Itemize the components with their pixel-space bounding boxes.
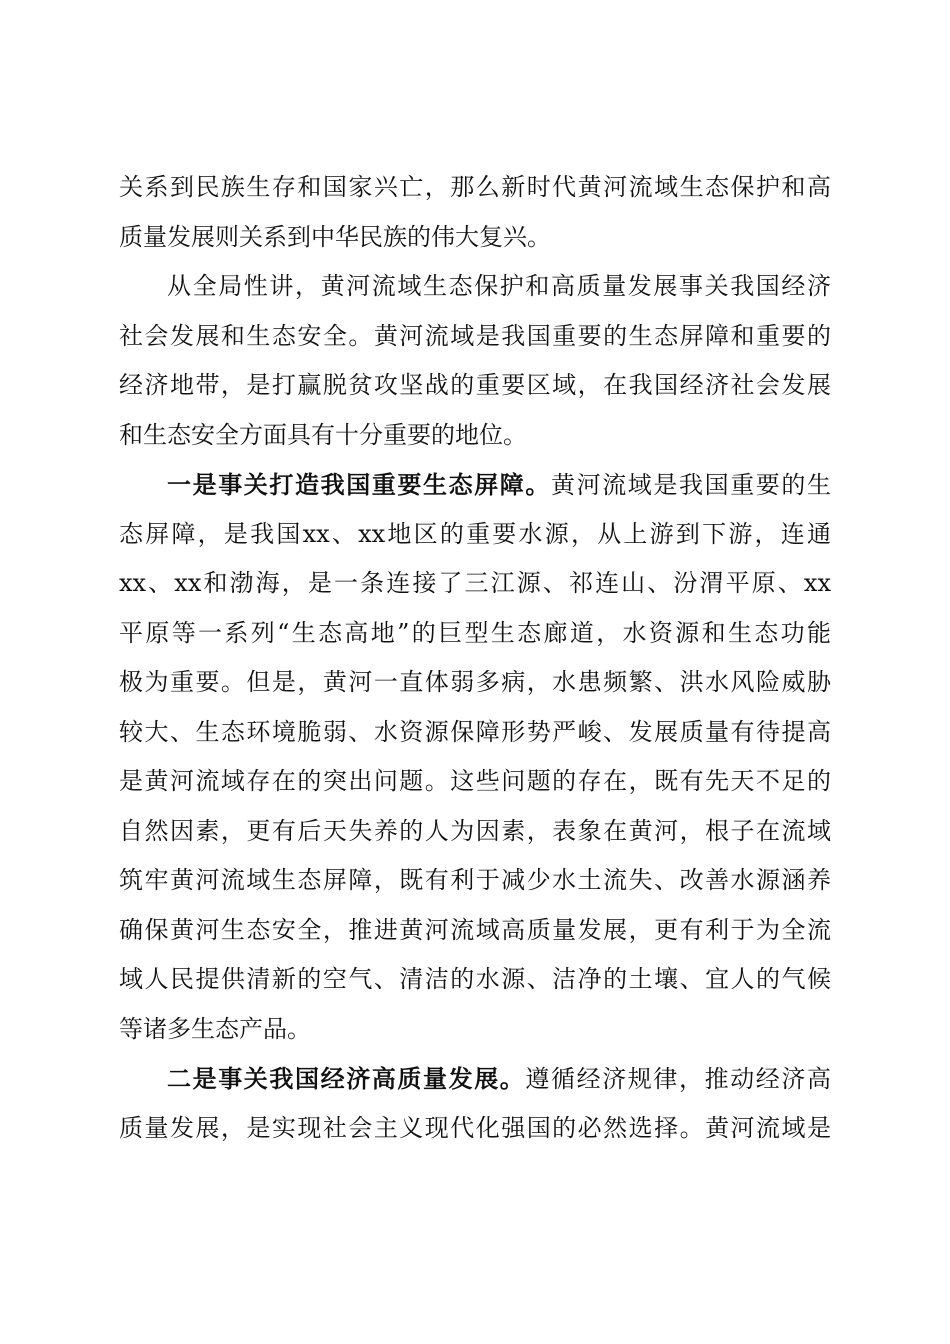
text-line: 经济地带，是打赢脱贫攻坚战的重要区域，在我国经济社会发展 [119,371,831,399]
text-line: 是黄河流域存在的突出问题。这些问题的存在，既有先天不足的 [119,767,831,795]
text-line: 筑牢黄河流域生态屏障，既有利于减少水土流失、改善水源涵养 [119,866,831,894]
text-fragment: 黄河流域是我国重要的生 [551,471,831,499]
text-line: 质量发展，是实现社会主义现代化强国的必然选择。黄河流域是 [119,1113,831,1142]
text-line [119,460,831,510]
text-line: 等诸多生态产品。 [119,1014,311,1043]
text-line: 社会发展和生态安全。黄河流域是我国重要的生态屏障和重要的 [119,321,831,350]
text-line: 关系到民族生存和国家兴亡，那么新时代黄河流域生态保护和高 [119,173,831,201]
paragraph-lead-heading: 一是事关打造我国重要生态屏障。 [167,470,551,499]
text-line: 确保黄河生态安全，推进黄河流域高质量发展，更有利于为全流 [119,915,831,944]
text-line [119,1054,831,1104]
paragraph-4 [119,1054,831,1153]
text-line: 域人民提供清新的空气、清洁的水源、洁净的土壤、宜人的气候 [119,965,831,993]
text-line: 较大、生态环境脆弱、水资源保障形势严峻、发展质量有待提高 [119,717,831,746]
paragraph-lead-heading: 二是事关我国经济高质量发展。 [167,1064,526,1093]
text-line: 自然因素，更有后天失养的人为因素，表象在黄河，根子在流域 [119,816,831,845]
paragraph-3 [119,460,831,1054]
text-line: 平原等一系列“生态高地”的巨型生态廊道，水资源和生态功能 [119,618,831,647]
paragraph-1 [119,163,831,262]
text-line: 质量发展则关系到中华民族的伟大复兴。 [119,222,551,251]
paragraph-2 [119,262,831,460]
text-line: 态屏障，是我国xx、xx地区的重要水源，从上游到下游，连通 [119,519,831,548]
text-line: xx、xx和渤海，是一条连接了三江源、祁连山、汾渭平原、xx [119,569,831,597]
document-body [119,163,831,1153]
text-line: 从全局性讲，黄河流域生态保护和高质量发展事关我国经济 [167,272,831,300]
text-line: 极为重要。但是，黄河一直体弱多病，水患频繁、洪水风险威胁 [119,668,831,696]
text-line: 和生态安全方面具有十分重要的地位。 [119,420,527,449]
text-fragment: 遵循经济规律，推动经济高 [525,1065,831,1093]
